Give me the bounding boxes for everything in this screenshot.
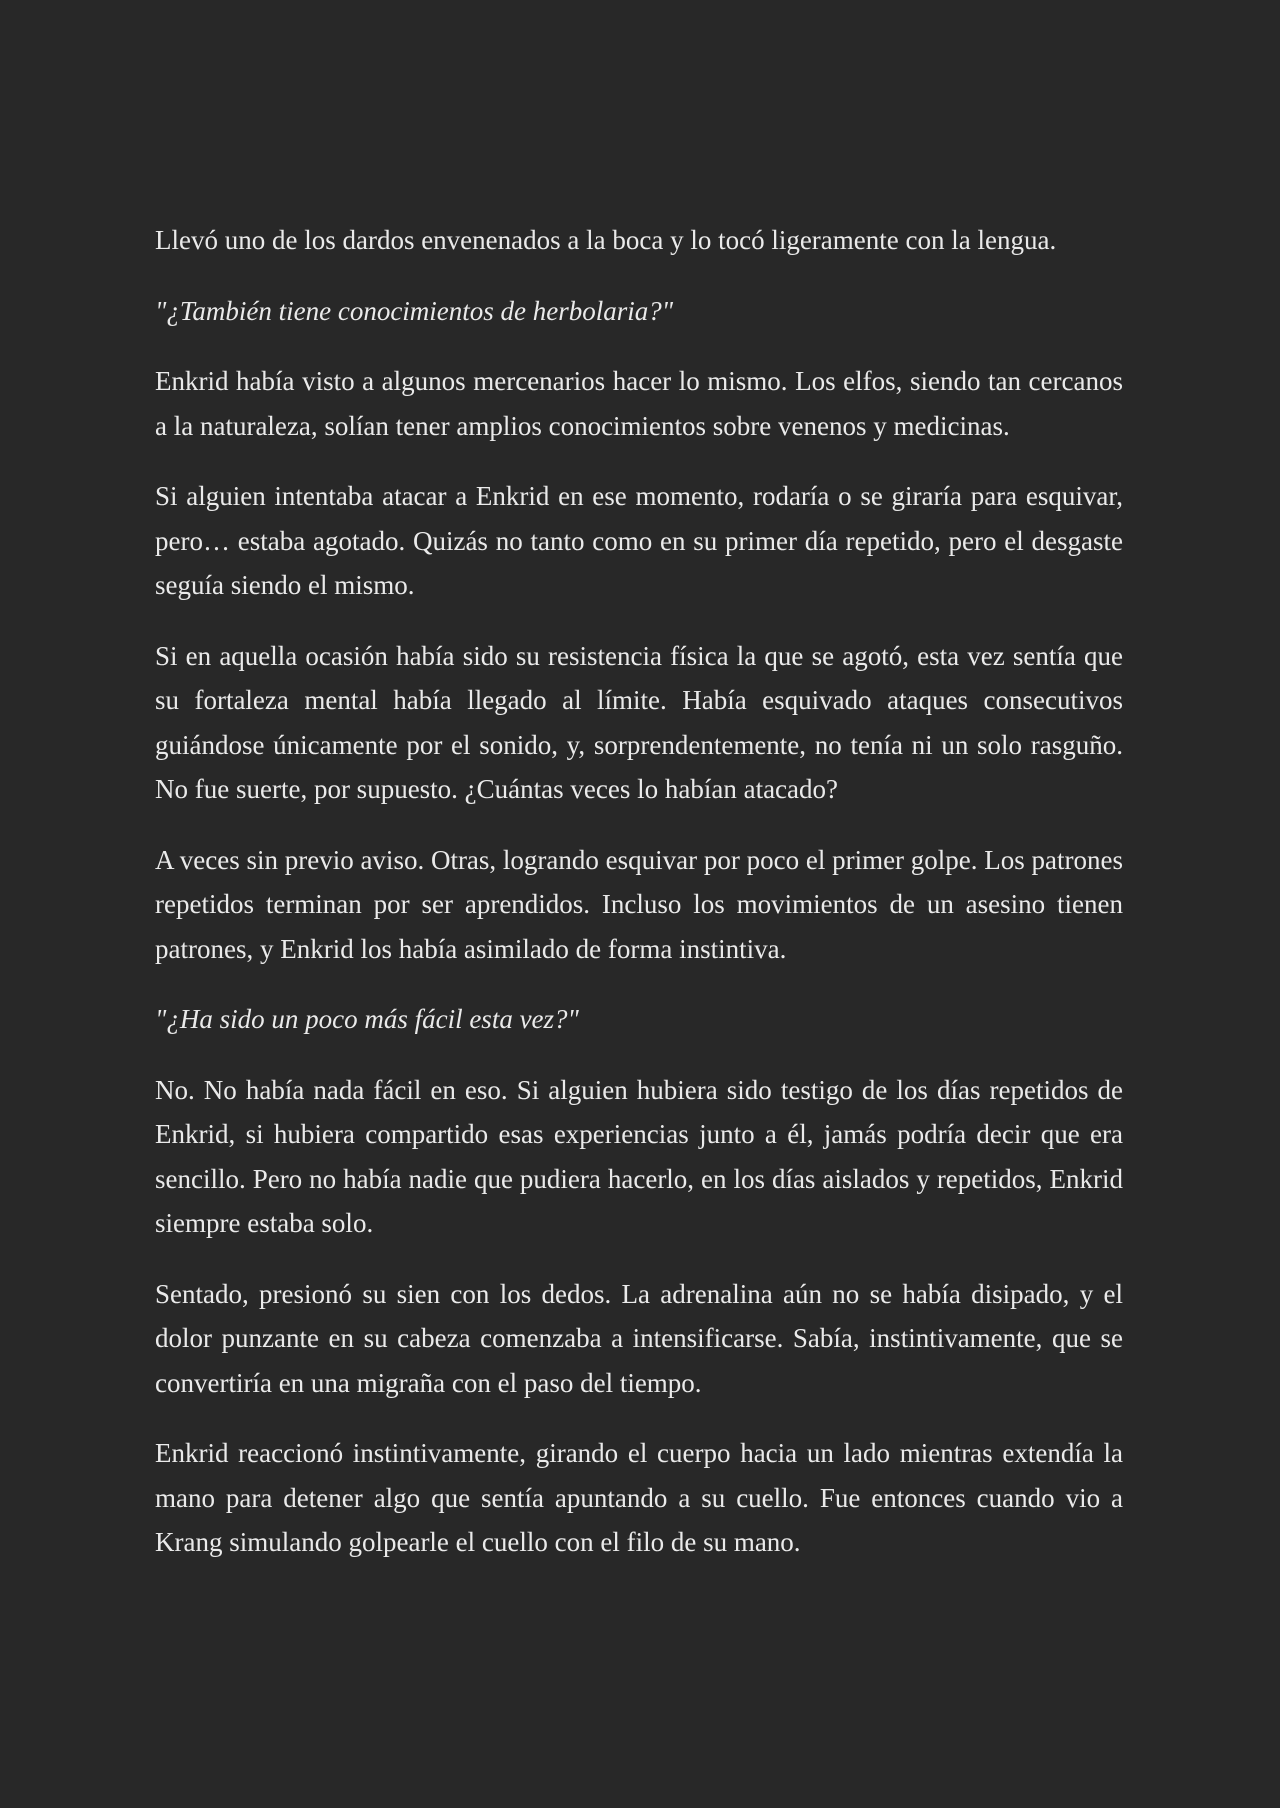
paragraph: A veces sin previo aviso. Otras, logrando esquivar por poco el primer golpe. Los patrones repetidos terminan por ser aprendidos. Incluso los movimientos de un asesino tienen patrones, y Enkrid los había asimilado de forma instintiva. [155, 844, 1124, 964]
paragraph: Llevó uno de los dardos envenenados a la boca y lo tocó ligeramente con la lengua. [155, 225, 1057, 255]
paragraph: Enkrid reaccionó instintivamente, girando el cuerpo hacia un lado mientras extendía la mano para detener algo que sentía apuntando a su cuello. Fue entonces cuando vio a Krang simulando golpearle el cuello con el filo de su mano. [155, 1438, 1123, 1557]
paragraph: No. No había nada fácil en eso. Si alguien hubiera sido testigo de los días repetidos de Enkrid, si hubiera compartido esas experiencias junto a él, jamás podría decir que era sencillo. Pero no había nadie que pudiera hacerlo, en los días aislados y repetidos, Enkrid siempre estaba solo. [155, 1074, 1123, 1238]
paragraph: Si en aquella ocasión había sido su resistencia física la que se agotó, esta vez sentía que su fortaleza mental había llegado al límite. Había esquivado ataques consecutivos guiándose únicamente por el sonido, y, sorprendentemente, no tenía ni un solo rasguño. No fue suerte, por supuesto. ¿Cuántas veces lo habían atacado? [155, 640, 1123, 804]
paragraph: Enkrid había visto a algunos mercenarios hacer lo mismo. Los elfos, siendo tan cercanos a la naturaleza, solían tener amplios conocimientos sobre venenos y medicinas. [155, 366, 1123, 441]
dialogue-line: "¿Ha sido un poco más fácil esta vez?" [155, 1004, 579, 1034]
reading-page [155, 218, 1123, 1565]
dialogue-line: "¿También tiene conocimientos de herbolaria?" [155, 295, 674, 326]
paragraph: Si alguien intentaba atacar a Enkrid en ese momento, rodaría o se giraría para esquivar, pero… estaba agotado. Quizás no tanto como en su primer día repetido, pero el desgaste seguía siendo el mismo. [155, 481, 1123, 600]
paragraph: Sentado, presionó su sien con los dedos. La adrenalina aún no se había disipado, y el dolor punzante en su cabeza comenzaba a intensificarse. Sabía, instintivamente, que se convertiría en una migraña con el paso del tiempo. [155, 1278, 1123, 1398]
